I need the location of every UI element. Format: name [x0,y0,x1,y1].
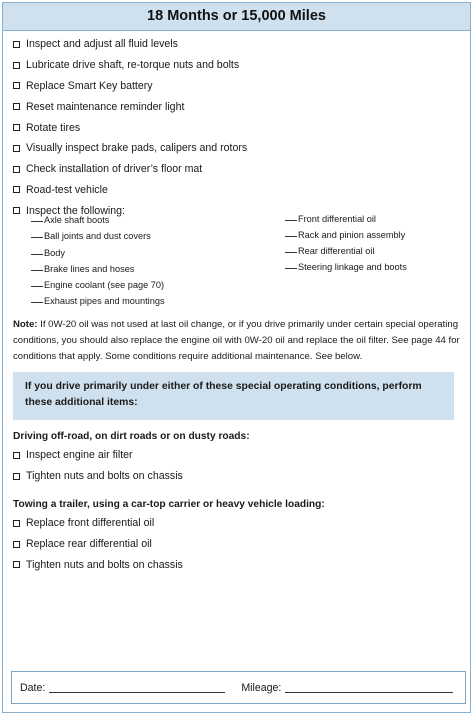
note-label: Note: [13,319,38,330]
checkbox-icon[interactable] [13,207,20,214]
mileage-label: Mileage: [241,681,282,694]
checklist-item-label: Inspect and adjust all fluid levels [26,38,178,51]
inspect-subitem-label: Steering linkage and boots [298,262,407,272]
inspect-subitem[interactable] [31,280,164,290]
inspect-subitem-label: Rear differential oil [298,246,375,256]
towing-checklist [13,513,453,575]
checkbox-icon[interactable] [13,124,20,131]
inspect-subitem-label: Engine coolant (see page 70) [44,280,165,290]
checkbox-icon[interactable] [13,166,20,173]
inspect-subitem[interactable] [285,230,405,240]
inspect-subitem[interactable] [31,215,109,225]
inspect-subitem[interactable] [31,248,65,258]
checklist-item-label: Inspect the following: [26,204,125,217]
blank-line[interactable] [31,302,43,303]
inspect-subitem-label: Axle shaft boots [44,215,110,225]
inspect-subitem[interactable] [285,246,374,256]
blank-line[interactable] [31,254,43,255]
checkbox-icon[interactable] [13,473,20,480]
inspect-subitem[interactable] [285,262,407,272]
checklist-item[interactable] [13,138,463,159]
checklist-item[interactable] [13,180,463,201]
inspect-subitem-label: Ball joints and dust covers [44,231,151,241]
checkbox-icon[interactable] [13,145,20,152]
checklist-item[interactable] [13,117,463,138]
checklist-item[interactable] [13,96,463,117]
checklist-item-label: Road-test vehicle [26,183,108,196]
record-footer [11,671,466,704]
checkbox-icon[interactable] [13,186,20,193]
checklist-item-label: Reset maintenance reminder light [26,100,185,113]
checkbox-icon[interactable] [13,561,20,568]
checkbox-icon[interactable] [13,520,20,527]
checklist-item-label: Replace rear differential oil [26,538,152,551]
checklist-item[interactable] [13,466,453,487]
blank-line[interactable] [285,220,297,221]
inspect-subitem-label: Body [44,248,65,258]
blank-line[interactable] [285,236,297,237]
special-conditions-banner: If you drive primarily under either of these special operating conditions, perform these additional items: [13,372,454,420]
oil-note [13,317,465,365]
inspect-subitem-label: Exhaust pipes and mountings [44,296,165,306]
checklist-item-label: Replace Smart Key battery [26,79,153,92]
blank-line[interactable] [285,252,297,253]
inspect-subitem-label: Brake lines and hoses [44,264,135,274]
checklist-item[interactable] [13,445,453,466]
inspect-subitem[interactable] [31,296,165,306]
checkbox-icon[interactable] [13,452,20,459]
service-checklist [13,34,463,306]
blank-line[interactable] [31,237,43,238]
inspect-subitem[interactable] [31,264,134,274]
checklist-item[interactable] [13,76,463,97]
checklist-item-label: Visually inspect brake pads, calipers and rotors [26,142,248,155]
checklist-item[interactable] [13,555,453,576]
date-field[interactable] [49,683,225,693]
checklist-item[interactable] [13,159,463,180]
offroad-section-title: Driving off-road, on dirt roads or on dusty roads: [13,431,250,442]
towing-section-title: Towing a trailer, using a car-top carrier or heavy vehicle loading: [13,499,325,510]
checklist-item-label: Rotate tires [26,121,81,134]
checkbox-icon[interactable] [13,541,20,548]
maintenance-card [2,2,471,713]
checkbox-icon[interactable] [13,62,20,69]
card-title: 18 Months or 15,000 Miles [3,3,470,31]
blank-line[interactable] [31,221,43,222]
checklist-item[interactable] [13,513,453,534]
checklist-item-label: Check installation of driver’s floor mat [26,163,203,176]
inspect-subitem-label: Rack and pinion assembly [298,230,406,240]
offroad-checklist [13,445,453,487]
inspect-subitem-label: Front differential oil [298,214,376,224]
blank-line[interactable] [31,270,43,271]
checkbox-icon[interactable] [13,103,20,110]
inspect-subitem[interactable] [31,231,151,241]
checklist-item[interactable] [13,55,463,76]
checklist-item[interactable] [13,34,463,55]
note-text: If 0W-20 oil was not used at last oil change, or if you drive primarily under certain special operating conditions, you should also replace the engine oil with 0W-20 oil and replace the oil filter. See page 44 for conditions that apply. Some conditions require additional maintenance. See below. [13,319,460,362]
checkbox-icon[interactable] [13,41,20,48]
checkbox-icon[interactable] [13,82,20,89]
blank-line[interactable] [31,286,43,287]
date-label: Date: [20,681,46,694]
checklist-item-label: Lubricate drive shaft, re-torque nuts and bolts [26,59,240,72]
blank-line[interactable] [285,268,297,269]
checklist-item-label: Tighten nuts and bolts on chassis [26,558,183,571]
mileage-field[interactable] [285,683,453,693]
checklist-item-label: Inspect engine air filter [26,449,133,462]
inspect-subitem[interactable] [285,214,376,224]
checklist-item[interactable] [13,534,453,555]
checklist-item-label: Replace front differential oil [26,517,155,530]
checklist-item-label: Tighten nuts and bolts on chassis [26,470,183,483]
